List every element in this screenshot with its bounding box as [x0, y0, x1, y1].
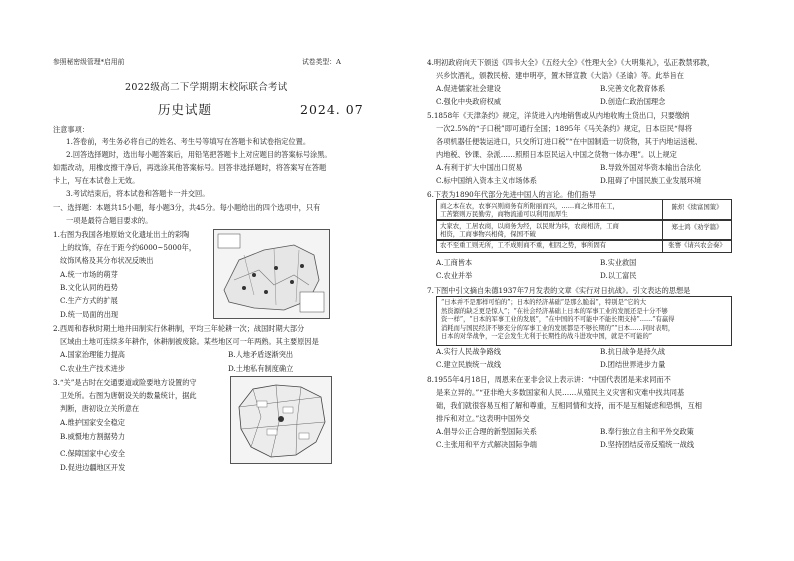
q1-stem: 上的纹饰，存在于距今约6000~5000年，: [60, 243, 197, 252]
section-instruction: 一项是最符合题目要求的。: [66, 216, 153, 225]
notice-line: 卡上，写在本试卷上无效。: [53, 176, 140, 185]
q1-stem: 纹饰风格及其分布状况反映出: [60, 256, 154, 265]
q5-option: C.标中国纳入资本主义市场体系: [436, 176, 537, 185]
q7-quote-line: 日本的对华战争，一定会发生尤利于长期性的战斗进攻中国，就是不可能的”: [441, 333, 653, 341]
q7-quote-line: 资一样”，“日本的军事工业的发展”，“在中国的不可能中不能长期支持”……“有赢得: [441, 316, 675, 324]
notice-heading: 注意事项：: [53, 125, 89, 134]
q6-stem: 6.下表为1890年代部分先进中国人的言论。他们指导: [427, 190, 596, 199]
q1-option: D.统一局面的出现: [60, 310, 119, 319]
q3-option: B.威慑地方割据势力: [60, 432, 126, 441]
exam-type-label: 试卷类型：A: [302, 58, 341, 66]
q7-option: A.实行人民战争路线: [436, 347, 501, 356]
q7-quote-line: 消耗而与国民经济不够充分的军事工业的发展都是不够长期的”“日本……同时表明，: [441, 324, 675, 332]
notice-line: 如需改动，用橡皮擦干净后，再选涂其他答案标号。回答非选择题时，将答案写在答题: [53, 163, 327, 172]
q8-option: C.主张用和平方式解决国际争端: [436, 440, 537, 449]
pottery-map-graphic: [214, 230, 329, 318]
q3-option: C.保障国家中心安全: [60, 449, 126, 458]
q2-option: A.国家治理能力提高: [60, 350, 125, 359]
q5-stem: 一次2.5%的“子口税”即可通行全国；1895年《马关条约》规定，日本臣民“得将: [436, 124, 693, 133]
q4-stem: 兴乡饮酒礼，颁教民榜、建申明亭，置木铎宣教《大诰》《圣谕》等。此举旨在: [436, 71, 684, 80]
confidential-label: 参照秘密级管理*启用前: [53, 58, 125, 66]
q6-option: C.农业并举: [436, 271, 473, 280]
subject-title: 历史试题: [158, 102, 213, 117]
q5-option: A.有利于扩大中国出口贸易: [436, 163, 523, 172]
q7-quote-box: [436, 296, 732, 346]
q6-row-text: 大家农，工居农商，以商务为经，以民财为纬，农商相济，工商: [440, 222, 619, 230]
q4-stem: 4.明初政府向天下颁送《四书大全》《五经大全》《性理大全》《大明集礼》，弘正教禁邪教，: [427, 58, 715, 67]
notice-line: 1.答卷前，考生务必将自己的姓名、考生号等填写在答题卡和试卷指定位置。: [66, 137, 311, 146]
q8-stem: 8.1955年4月18日，周恩来在亚非会议上表示讲：“中国代表团是来求同而不: [427, 375, 671, 384]
q3-stem: 判断，唐初设立关所意在: [60, 404, 140, 413]
q6-row-source: 陈炽《续富国策》: [662, 200, 731, 220]
q8-option: A.倡导公正合理的新型国际关系: [436, 427, 537, 436]
notice-line: 3.考试结束后，将本试卷和答题卡一并交回。: [66, 189, 210, 198]
q3-option: A.维护国家安全稳定: [60, 418, 125, 427]
tang-map-graphic: [231, 377, 331, 463]
q7-quote-line: 然资源的缺乏更是惊人”；“在社会经济基础上日本的军事工业的发展还是十分不够: [441, 307, 668, 315]
q6-table-row: [436, 219, 732, 241]
q5-stem: 各项机器任便装运进口，只交所订进口税”“在中国制造一切货物，其于内地运送税、: [436, 137, 703, 146]
q7-option: D.团结世界进步力量: [600, 360, 666, 369]
section-instruction: 一、选择题：本题共15小题，每小题3分，共45分。每小题给出的四个选项中，只有: [53, 203, 321, 212]
q6-row-text: 工苦繁则万民勤劳，商物流通可以利用而厚生: [440, 210, 568, 218]
q2-option: C.农业生产技术进步: [60, 364, 126, 373]
q4-option: A.促进儒家社会建设: [436, 84, 501, 93]
q6-row-text: 商之本在农，农事兴则商务有所附丽而兴，……商之体用在工，: [440, 202, 619, 210]
q3-stem: 卫处所。右图为唐朝设关的数量统计，据此: [60, 391, 197, 400]
q5-stem: 内地税、钞课、杂派……照照日本臣民运入中国之货物一体办理”。以上规定: [436, 150, 677, 159]
q5-option: B.导致外国对华资本输出合法化: [600, 163, 702, 172]
q2-option: B.人地矛盾逐渐突出: [228, 350, 294, 359]
q8-option: B.奉行独立自主和平外交政策: [600, 427, 694, 436]
q6-row-source: 郑士鸿《劝学篇》: [662, 220, 731, 240]
q1-stem: 1.右图为我国各地原始文化遗址出土的彩陶: [53, 230, 190, 239]
q1-option: A.统一市场的萌芽: [60, 270, 118, 279]
q2-option: D.土地私有制度确立: [228, 364, 294, 373]
q1-option: C.生产方式的扩展: [60, 296, 118, 305]
q8-stem: 础，我们就很容易互相了解和尊重，互相同情和支持，而不是互相疑虑和恐惧，互相: [436, 401, 702, 410]
q2-stem: 2.西周和春秋时期土地井田制实行休耕制，平均三年轮耕一次；战国时期大部分: [53, 324, 305, 333]
q8-stem: 排斥和对立。”这表明中国外交: [436, 414, 530, 423]
q6-option: D.以工富民: [600, 271, 637, 280]
exam-name: 2022级高二下学期期末校际联合考试: [125, 82, 288, 93]
q3-stem: 3.“关”是古时在交通要道或险要地方设置的守: [53, 378, 197, 387]
q6-option: A.工商皆本: [436, 258, 473, 267]
q3-option: D.促进边疆地区开发: [60, 463, 126, 472]
q5-option: D.阻碍了中国民族工业发展环境: [600, 176, 702, 185]
q6-row-text: 农不至重工则无所，工不成则商不重，相因之势，事所固有: [440, 241, 607, 249]
q6-table-row: [436, 239, 732, 253]
q4-option: D.创造仁政治国理念: [600, 97, 666, 106]
q7-option: C.建立民族统一战线: [436, 360, 502, 369]
q8-option: D.坚持团结反帝反殖统一战线: [600, 440, 695, 449]
q1-option: B.文化认同的趋势: [60, 283, 118, 292]
q6-row-source: 张謇《请兴农会奏》: [662, 240, 731, 252]
q6-table-row: [436, 199, 732, 221]
q4-option: C.强化中央政府权威: [436, 97, 502, 106]
q7-option: B.抗日战争是持久战: [600, 347, 666, 356]
q6-option: B.实业救国: [600, 258, 637, 267]
q5-stem: 5.1858年《天津条约》规定，洋货进入内地销售或从内地收购土货出口，只要缴纳: [427, 111, 690, 120]
q4-option: B.完善文化教育体系: [600, 84, 666, 93]
q6-row-text: 相资，工商事物兴相倚，保国不破: [440, 230, 536, 238]
notice-line: 2.回答选择题时，选出每小题答案后，用铅笔把答题卡上对应题目的答案标号涂黑。: [66, 150, 332, 159]
q8-stem: 是来立异的。”“亚非绝大多数国家和人民……从殖民主义灾害和灾难中找共同基: [436, 388, 685, 397]
pottery-distribution-map: [213, 229, 330, 319]
tang-passes-map: [230, 376, 332, 464]
q7-stem: 7.下图中引文摘自朱德1937年7月发表的文章《实行对日抗战》。引文表达的思想是: [427, 286, 691, 295]
exam-date: 2024. 07: [300, 102, 364, 117]
q7-quote-line: “日本并不是那样可怕的”；日本的经济基础“是那么脆弱”，特别是“它的大: [441, 299, 647, 306]
q2-stem: 区域由土地可连续多年耕作，休耕制被废除。某些地区可一年两熟。其主要原因是: [60, 337, 319, 346]
